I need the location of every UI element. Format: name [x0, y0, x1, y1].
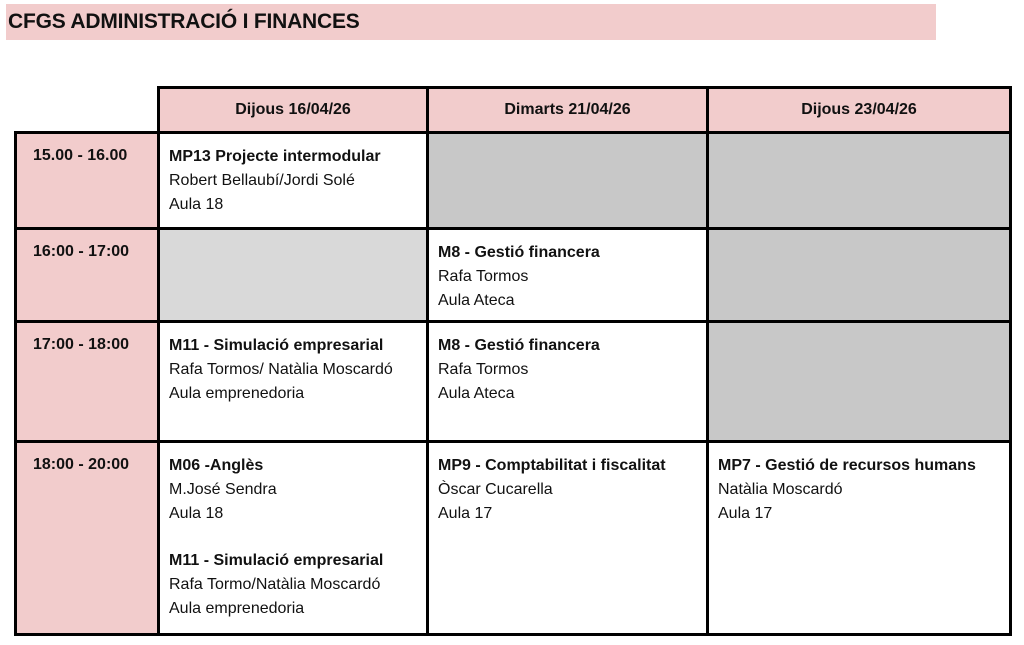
class-cell-r3c2 — [706, 440, 1012, 636]
teacher-name: Rafa Tormo/Natàlia Moscardó — [169, 576, 381, 593]
class-entry — [438, 334, 698, 406]
teacher-name: Rafa Tormos — [438, 361, 529, 378]
class-entry — [438, 454, 698, 526]
teacher-name: Òscar Cucarella — [438, 481, 553, 498]
subject-name: MP9 - Comptabilitat i fiscalitat — [438, 457, 666, 474]
empty-cell-r1c0 — [157, 227, 429, 323]
room-name: Aula 18 — [169, 196, 224, 213]
class-entry — [169, 145, 418, 217]
subject-name: M8 - Gestió financera — [438, 337, 600, 354]
class-cell-r3c0 — [157, 440, 429, 636]
class-cell-r1c1 — [426, 227, 709, 323]
time-label: 17:00 - 18:00 — [33, 336, 130, 353]
time-label: 16:00 - 17:00 — [33, 243, 130, 260]
room-name: Aula 17 — [438, 505, 493, 522]
time-label: 15.00 - 16.00 — [33, 147, 128, 164]
empty-cell-r0c2 — [706, 131, 1012, 230]
class-entry — [718, 454, 1001, 526]
subject-name: M06 -Anglès — [169, 457, 264, 474]
teacher-name: Natàlia Moscardó — [718, 481, 843, 498]
room-name: Aula 18 — [169, 505, 224, 522]
time-slot-1 — [14, 131, 160, 230]
teacher-name: M.José Sendra — [169, 481, 277, 498]
subject-name: MP7 - Gestió de recursos humans — [718, 457, 976, 474]
class-entry — [169, 549, 418, 621]
column-header-day-1: Dijous 16/04/26 — [157, 86, 429, 134]
time-label: 18:00 - 20:00 — [33, 456, 130, 473]
class-entry — [169, 334, 418, 406]
teacher-name: Robert Bellaubí/Jordi Solé — [169, 172, 355, 189]
column-header-day-2: Dimarts 21/04/26 — [426, 86, 709, 134]
room-name: Aula 17 — [718, 505, 773, 522]
column-header-day-3: Dijous 23/04/26 — [706, 86, 1012, 134]
class-cell-r2c1 — [426, 320, 709, 443]
class-entry — [169, 454, 418, 526]
subject-name: M11 - Simulació empresarial — [169, 552, 384, 569]
page-title: CFGS ADMINISTRACIÓ I FINANCES — [8, 10, 360, 33]
subject-name: M8 - Gestió financera — [438, 244, 600, 261]
room-name: Aula Ateca — [438, 292, 515, 309]
time-slot-4 — [14, 440, 160, 636]
teacher-name: Rafa Tormos — [438, 268, 529, 285]
room-name: Aula Ateca — [438, 385, 515, 402]
time-slot-2 — [14, 227, 160, 323]
empty-cell-r1c2 — [706, 227, 1012, 323]
class-cell-r0c0 — [157, 131, 429, 230]
title-bar — [6, 4, 936, 40]
empty-cell-r2c2 — [706, 320, 1012, 443]
class-cell-r3c1 — [426, 440, 709, 636]
subject-name: MP13 Projecte intermodular — [169, 148, 381, 165]
empty-cell-r0c1 — [426, 131, 709, 230]
subject-name: M11 - Simulació empresarial — [169, 337, 384, 354]
teacher-name: Rafa Tormos/ Natàlia Moscardó — [169, 361, 393, 378]
class-cell-r2c0 — [157, 320, 429, 443]
schedule-table — [14, 86, 1012, 636]
room-name: Aula emprenedoria — [169, 385, 305, 402]
room-name: Aula emprenedoria — [169, 600, 305, 617]
class-entry — [438, 241, 698, 313]
time-slot-3 — [14, 320, 160, 443]
